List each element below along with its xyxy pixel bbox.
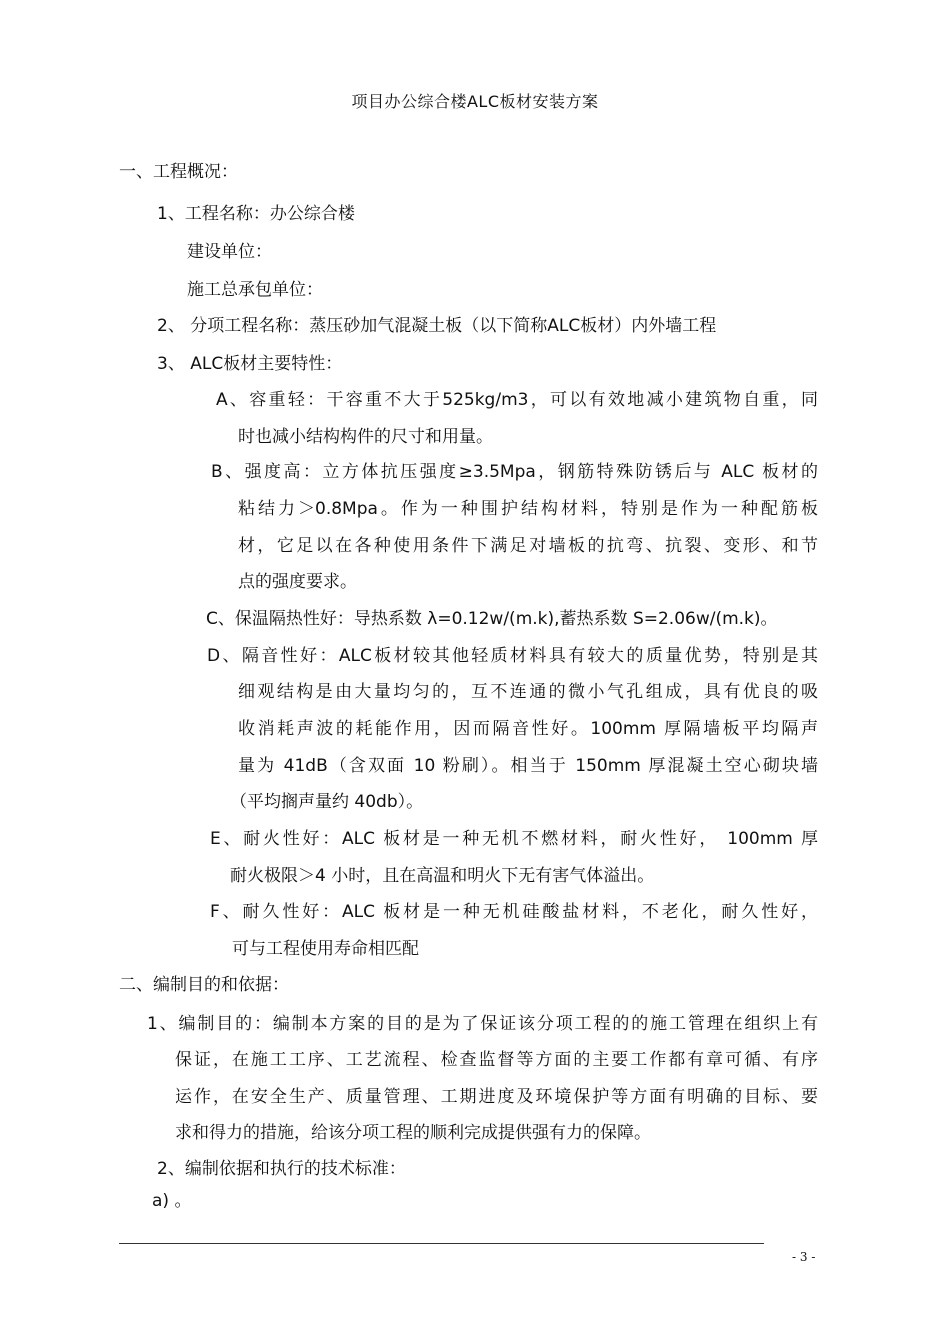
feature-b-line-2: 粘结力＞0.8Mpa。作为一种围护结构材料，特别是作为一种配筋板 — [238, 499, 818, 519]
document-title: 项目办公综合楼ALC板材安装方案 — [351, 92, 599, 111]
feature-b-line-1: B、强度高：立方体抗压强度≥3.5Mpa，钢筋特殊防锈后与 ALC 板材的 — [211, 462, 818, 482]
feature-d-line-4: 量为 41dB（含双面 10 粉刷）。相当于 150mm 厚混凝土空心砌块墙 — [238, 756, 818, 776]
feature-d-line-1: D、隔音性好：ALC板材较其他轻质材料具有较大的质量优势，特别是其 — [207, 646, 818, 666]
footer-divider — [119, 1243, 764, 1244]
basis-item-a: a) 。 — [152, 1191, 192, 1211]
purpose-line-1: 1、编制目的：编制本方案的目的是为了保证该分项工程的的施工管理在组织上有 — [147, 1014, 818, 1034]
feature-a-line-1: A、容重轻：干容重不大于525kg/m3，可以有效地减小建筑物自重，同 — [216, 390, 818, 410]
feature-b-line-3: 材，它足以在各种使用条件下满足对墙板的抗弯、抗裂、变形、和节 — [238, 536, 818, 556]
page-number: - 3 - — [792, 1250, 816, 1264]
feature-b-line-4: 点的强度要求。 — [238, 572, 357, 592]
feature-f-line-2: 可与工程使用寿命相匹配 — [232, 939, 419, 959]
client-line: 建设单位： — [187, 242, 272, 262]
feature-d-line-3: 收消耗声波的耗能作用，因而隔音性好。100mm 厚隔墙板平均隔声 — [238, 719, 818, 739]
purpose-line-3: 运作，在安全生产、质量管理、工期进度及环境保护等方面有明确的目标、要 — [175, 1087, 818, 1107]
project-name-line: 1、工程名称：办公综合楼 — [157, 204, 355, 224]
alc-features-line: 3、 ALC板材主要特性： — [157, 354, 343, 374]
feature-f-line-1: F、耐久性好：ALC 板材是一种无机硅酸盐材料，不老化，耐久性好， — [210, 902, 818, 922]
purpose-line-2: 保证，在施工工序、工艺流程、检查监督等方面的主要工作都有章可循、有序 — [175, 1050, 818, 1070]
feature-a-line-2: 时也减小结构构件的尺寸和用量。 — [238, 427, 493, 447]
feature-d-line-2: 细观结构是由大量均匀的，互不连通的微小气孔组成，具有优良的吸 — [238, 682, 818, 702]
sub-project-line: 2、 分项工程名称：蒸压砂加气混凝土板（以下简称ALC板材）内外墙工程 — [157, 316, 717, 336]
section-1-heading: 一、工程概况： — [119, 162, 238, 182]
feature-c-line-1: C、保温隔热性好：导热系数 λ=0.12w/(m.k),蓄热系数 S=2.06w/(m.k)。 — [206, 609, 778, 629]
feature-d-line-5: （平均搁声量约 40db）。 — [230, 792, 424, 812]
feature-e-line-2: 耐火极限＞4 小时，且在高温和明火下无有害气体溢出。 — [230, 866, 655, 886]
basis-line: 2、编制依据和执行的技术标准： — [157, 1159, 406, 1179]
contractor-line: 施工总承包单位： — [187, 280, 323, 300]
section-2-heading: 二、编制目的和依据： — [119, 975, 289, 995]
purpose-line-4: 求和得力的措施，给该分项工程的顺利完成提供强有力的保障。 — [175, 1123, 651, 1143]
feature-e-line-1: E、耐火性好：ALC 板材是一种无机不燃材料，耐火性好， 100mm 厚 — [210, 829, 818, 849]
